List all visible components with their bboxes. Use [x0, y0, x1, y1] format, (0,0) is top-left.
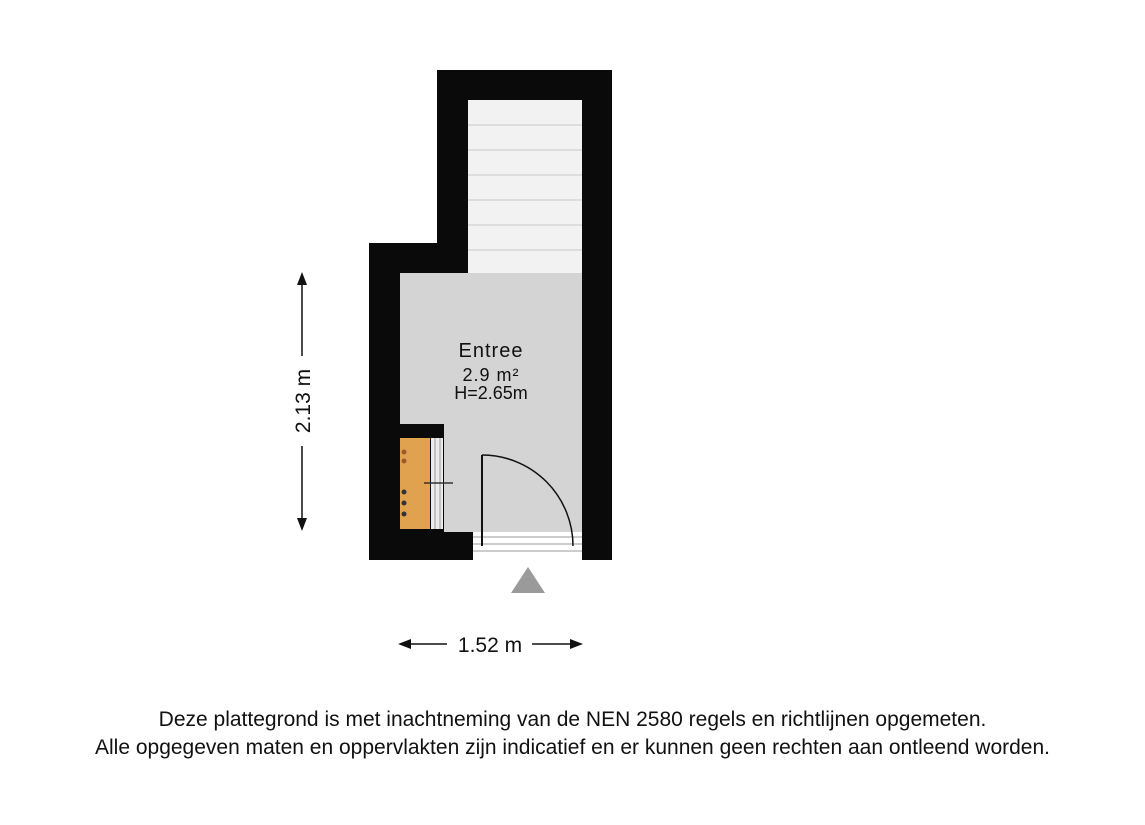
- room-name: Entree: [458, 340, 524, 362]
- width-dimension-label: 1.52 m: [457, 634, 523, 657]
- disclaimer: [0, 706, 1145, 762]
- room-area: 2.9 m²: [462, 365, 520, 385]
- door-opening: [473, 532, 582, 560]
- entrance-arrow: [511, 567, 545, 593]
- disclaimer-line-1: Deze plattegrond is met inachtneming van de NEN 2580 regels en richtlijnen opgemeten.: [158, 708, 987, 731]
- height-dimension-label: 2.13 m: [292, 368, 315, 434]
- stairwell: [468, 100, 582, 273]
- disclaimer-line-2: Alle opgegeven maten en oppervlakten zijn indicatief en er kunnen geen rechten aan ontleend worden.: [94, 736, 1050, 759]
- room-height: H=2.65m: [454, 383, 528, 403]
